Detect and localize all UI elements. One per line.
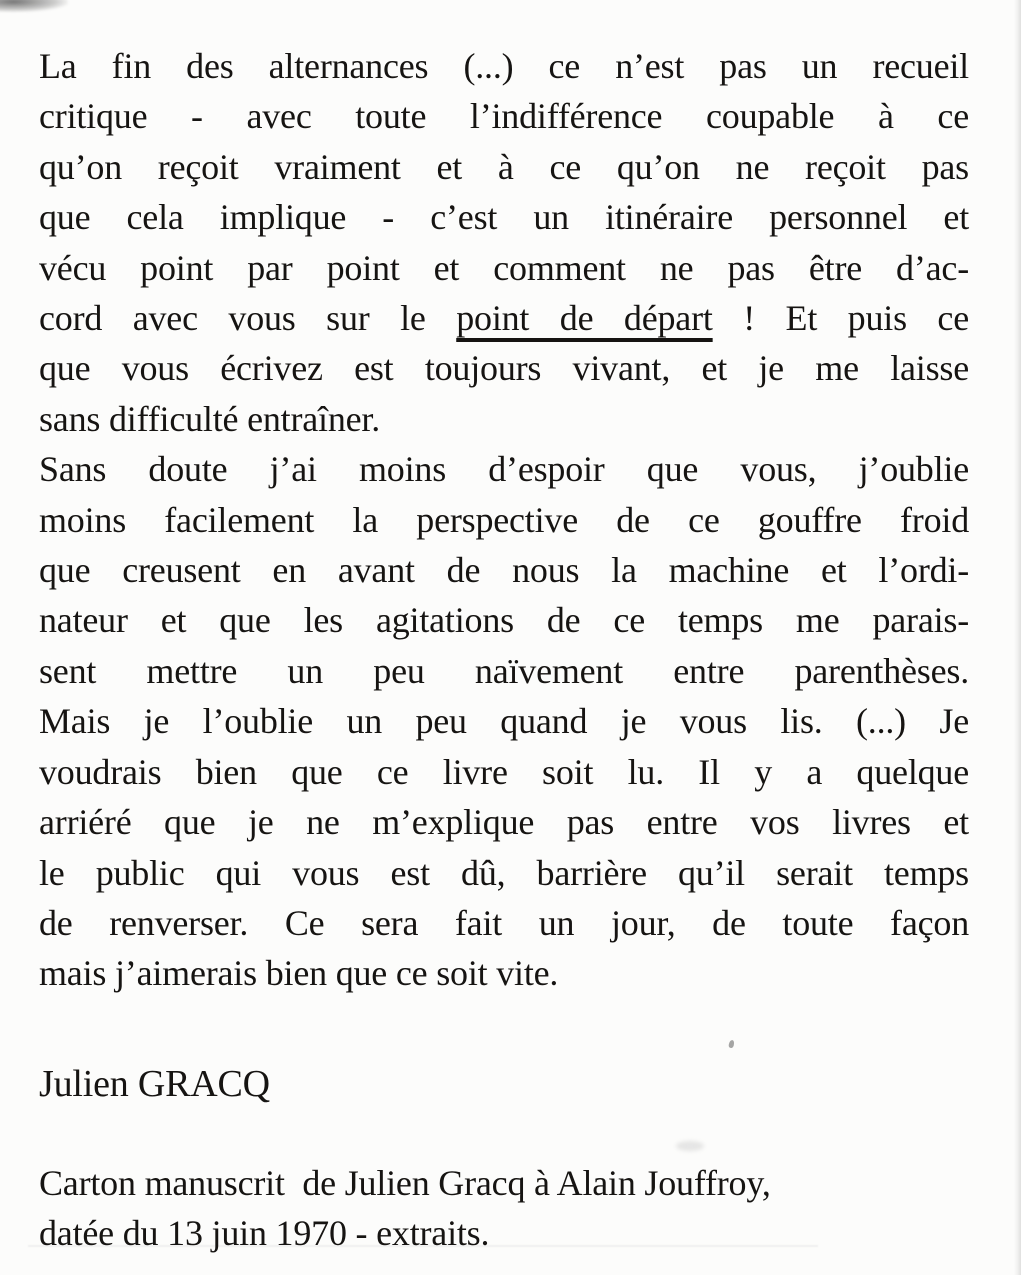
letter-line: arriéré que je ne m’explique pas entre vos livres et [39,802,969,843]
scan-speck-artifact [728,1040,735,1049]
letter-line: voudrais bien que ce livre soit lu. Il y a quelque [39,751,969,792]
letter-line: moins facilement la perspective de ce gouffre froid [39,499,969,540]
letter-line: qu’on reçoit vraiment et à ce qu’on ne reçoit pas [39,146,969,187]
scan-smudge-artifact [676,1141,704,1151]
letter-line: de renverser. Ce sera fait un jour, de toute façon [39,902,969,943]
letter-line: nateur et que les agitations de ce temps me parais- [39,600,969,641]
caption-line: datée du 13 juin 1970 - extraits. [39,1213,490,1254]
letter-line: le public qui vous est dû, barrière qu’il serait temps [39,852,969,893]
letter-line: que vous écrivez est toujours vivant, et je me laisse [39,348,969,389]
caption-line: Carton manuscrit de Julien Gracq à Alain Jouffroy, [39,1163,771,1203]
letter-line: vécu point par point et comment ne pas être d’ac- [39,247,969,288]
scan-edge-artifact [1014,0,1021,1275]
letter-line: mais j’aimerais bien que ce soit vite. [39,953,559,994]
scan-smudge-artifact [0,0,68,12]
caption [39,1158,979,1259]
letter-line: que cela implique - c’est un itinéraire personnel et [39,197,969,238]
letter-line: que creusent en avant de nous la machine et l’ordi- [39,550,969,591]
letter-line: sans difficulté entraîner. [39,398,381,439]
author-signature: Julien GRACQ [39,1063,270,1105]
letter-line: Sans doute j’ai moins d’espoir que vous, j’oublie [39,449,969,490]
line-prefix: cord avec vous sur le [39,298,457,339]
line-suffix: ! Et puis ce [712,298,969,339]
letter-line [39,293,969,343]
letter-line: sent mettre un peu naïvement entre parenthèses. [39,650,969,691]
letter-body [39,41,969,999]
letter-line: La fin des alternances (...) ce n’est pas un recueil [39,46,969,86]
letter-line: critique - avec toute l’indifférence coupable à ce [39,96,969,137]
letter-line: Mais je l’oublie un peu quand je vous lis. (...) Je [39,701,969,742]
underlined-phrase: point de départ [456,298,713,339]
